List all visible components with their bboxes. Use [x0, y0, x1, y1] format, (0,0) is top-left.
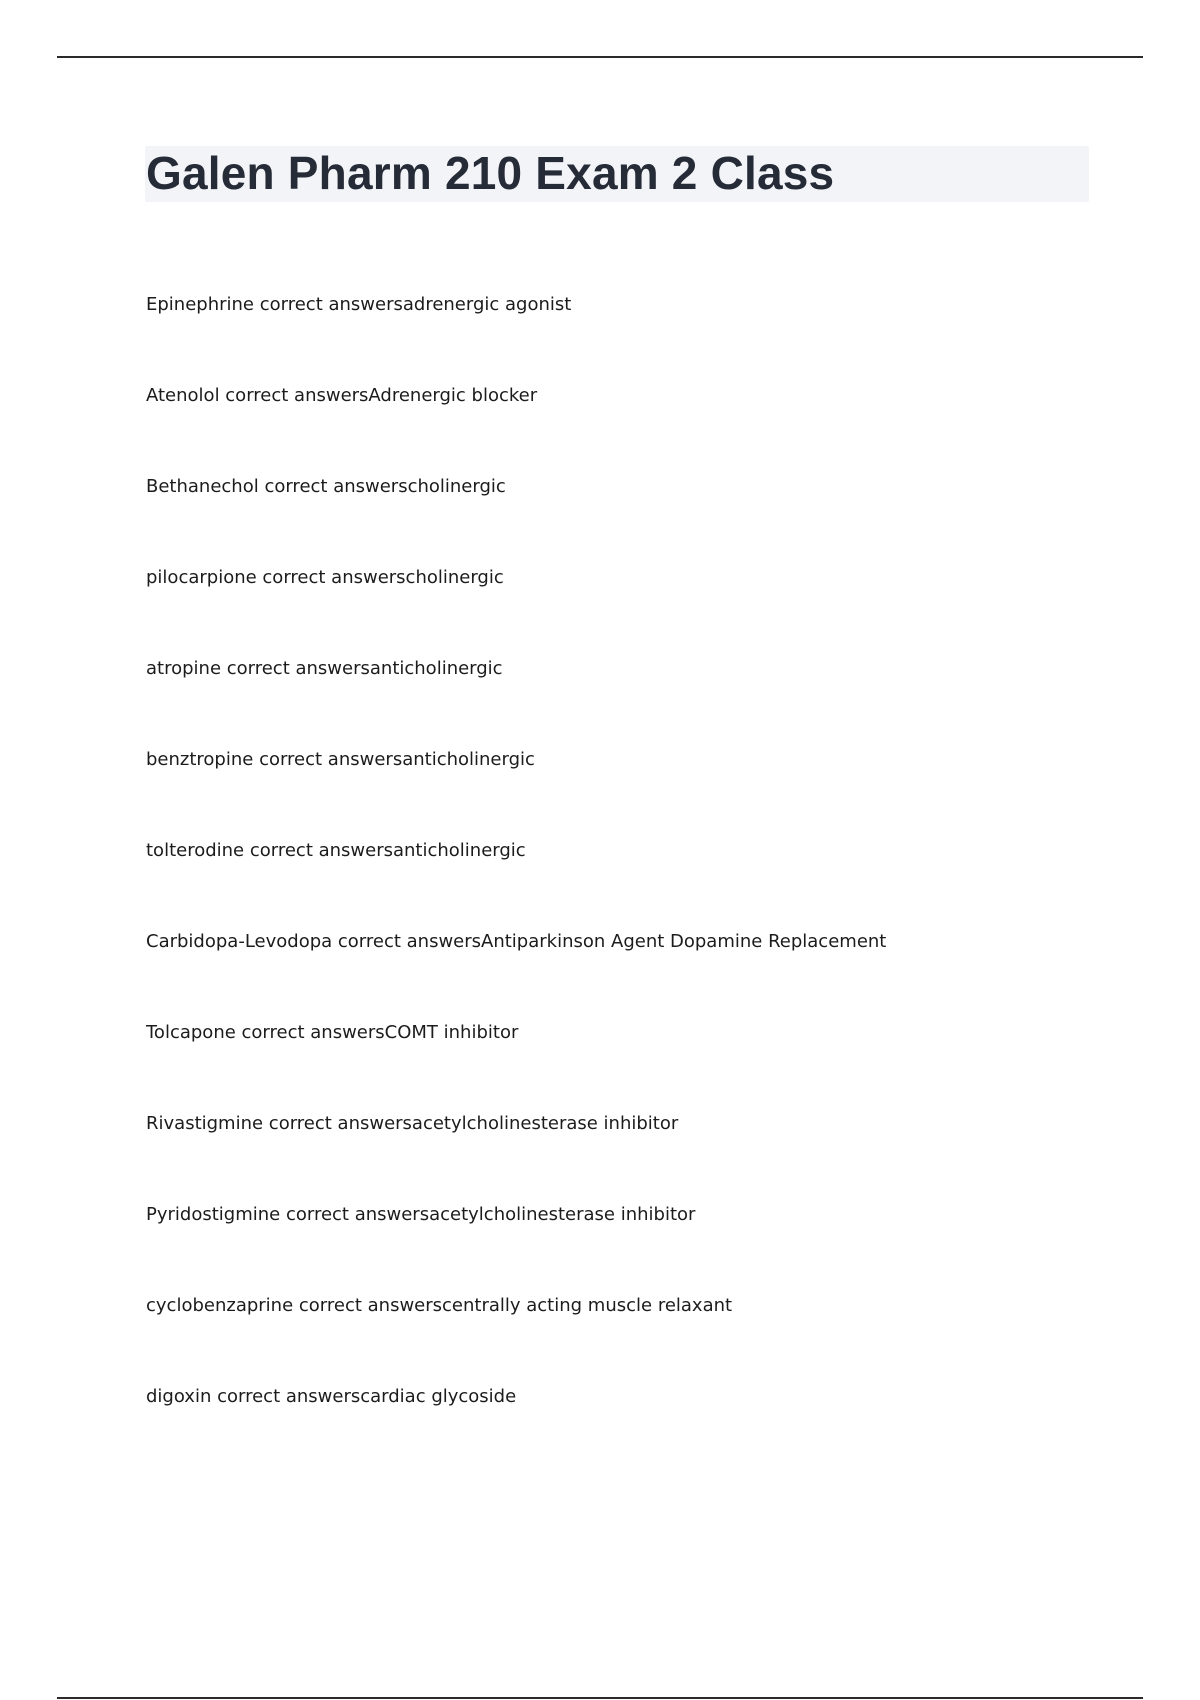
- flashcard-entry: Carbidopa-Levodopa correct answersAntiparkinson Agent Dopamine Replacement: [146, 931, 887, 952]
- flashcard-entry: tolterodine correct answersanticholinergic: [146, 840, 526, 861]
- top-rule: [57, 56, 1143, 58]
- flashcard-entry: pilocarpione correct answerscholinergic: [146, 567, 504, 588]
- flashcard-entry: Tolcapone correct answersCOMT inhibitor: [146, 1022, 519, 1043]
- flashcard-entry: benztropine correct answersanticholinergic: [146, 749, 535, 770]
- flashcard-entry: Epinephrine correct answersadrenergic agonist: [146, 294, 572, 315]
- flashcard-entry: atropine correct answersanticholinergic: [146, 658, 503, 679]
- document-title: Galen Pharm 210 Exam 2 Class: [146, 147, 835, 199]
- flashcard-entry: digoxin correct answerscardiac glycoside: [146, 1386, 517, 1407]
- flashcard-entry: Atenolol correct answersAdrenergic blocker: [146, 385, 538, 406]
- flashcard-entry: cyclobenzaprine correct answerscentrally acting muscle relaxant: [146, 1295, 733, 1316]
- flashcard-entry: Bethanechol correct answerscholinergic: [146, 476, 506, 497]
- bottom-rule: [57, 1697, 1143, 1699]
- flashcard-list: [146, 291, 1146, 1474]
- flashcard-entry: Rivastigmine correct answersacetylcholinesterase inhibitor: [146, 1113, 679, 1134]
- flashcard-entry: Pyridostigmine correct answersacetylcholinesterase inhibitor: [146, 1204, 696, 1225]
